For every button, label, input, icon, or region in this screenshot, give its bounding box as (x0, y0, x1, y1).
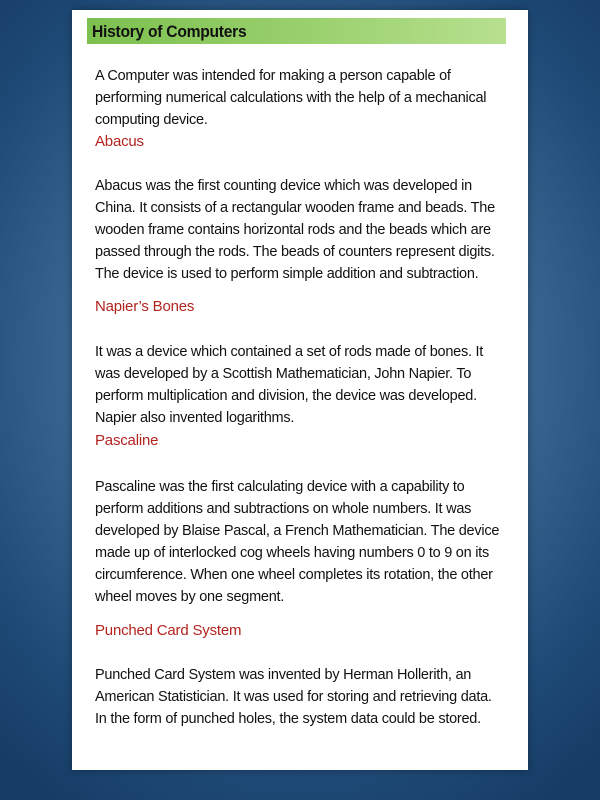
page-title: History of Computers (92, 22, 247, 41)
heading-pascaline: Pascaline (95, 432, 159, 449)
paragraph-pascaline: Pascaline was the first calculating device with a capability to perform additions and subtractions on whole numbers. It was developed by Blaise Pascal, a French Mathematician. The device made up of interlocked cog wheels having numbers 0 to 9 on its circumference. When one wheel completes its rotation, the other wheel moves by one segment. (95, 479, 500, 605)
heading-napiers-bones: Napier’s Bones (95, 298, 195, 315)
heading-abacus: Abacus (95, 133, 144, 150)
paragraph-napiers-bones: It was a device which contained a set of rods made of bones. It was developed by a Scottish Mathematician, John Napier. To perform multiplication and division, the device was developed. Napier also invented logarithms. (95, 344, 484, 426)
document-page (72, 10, 528, 770)
title-bar (87, 18, 506, 44)
intro-paragraph: A Computer was intended for making a person capable of performing numerical calculations with the help of a mechanical computing device. (95, 68, 487, 128)
heading-punched-card-system: Punched Card System (95, 622, 242, 639)
paragraph-abacus: Abacus was the first counting device which was developed in China. It consists of a rectangular wooden frame and beads. The wooden frame contains horizontal rods and the beads which are passed through the rods. The beads of counters represent digits. The device is used to perform simple addition and subtraction. (95, 178, 495, 282)
paragraph-punched-card-system: Punched Card System was invented by Herman Hollerith, an American Statistician. It was used for storing and retrieving data. In the form of punched holes, the system data could be stored. (95, 667, 492, 727)
